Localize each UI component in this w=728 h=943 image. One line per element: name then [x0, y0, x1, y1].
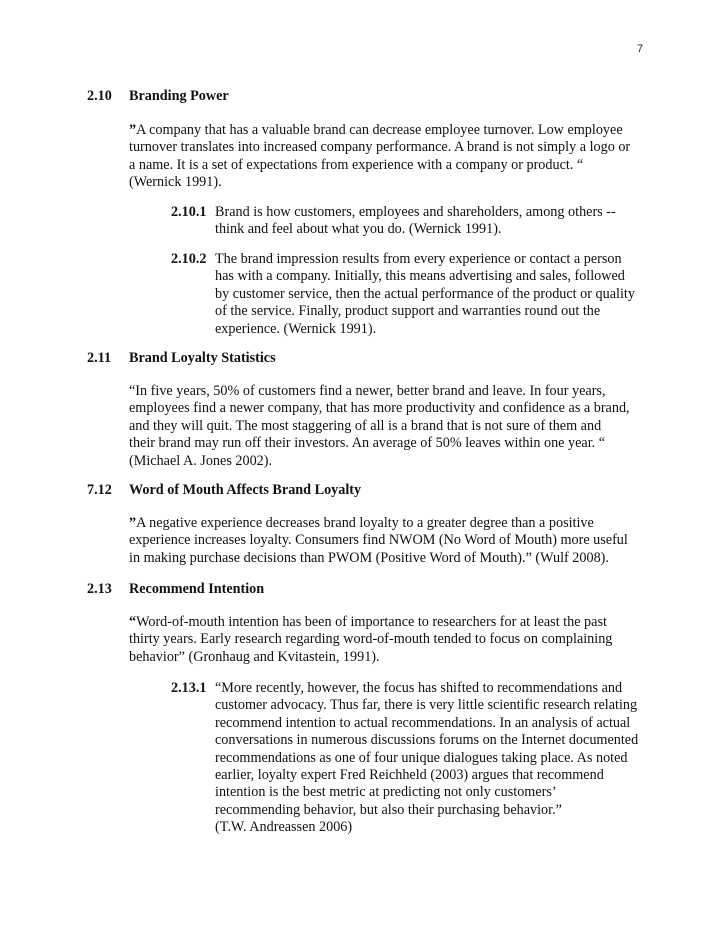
paragraph-line: turnover translates into increased company performance. A brand is not simply a logo or	[129, 139, 631, 156]
section-heading-7-12	[87, 482, 361, 499]
section-title: Branding Power	[129, 88, 229, 104]
section-paragraph-2-13	[129, 614, 649, 666]
subsection-number: 2.13.1	[171, 680, 207, 696]
paragraph-line: intention is the best metric at predicting not only customers’	[215, 784, 557, 801]
subsection-body	[215, 204, 655, 239]
section-number: 2.11	[87, 350, 112, 366]
paragraph-line: Brand is how customers, employees and shareholders, among others --	[215, 204, 616, 220]
paragraph-line: experience increases loyalty. Consumers find NWOM (No Word of Mouth) more useful	[129, 532, 628, 549]
paragraph-line: “In five years, 50% of customers find a newer, better brand and leave. In four years,	[129, 383, 606, 399]
paragraph-line: employees find a newer company, that has more productivity and confidence as a brand,	[129, 400, 630, 417]
paragraph-line: of the service. Finally, product support and warranties round out the	[215, 303, 601, 320]
paragraph-line: by customer service, then the actual performance of the product or quality	[215, 285, 635, 302]
section-heading-2-10	[87, 88, 229, 105]
paragraph-line: in making purchase decisions than PWOM (Positive Word of Mouth).” (Wulf 2008).	[129, 549, 609, 566]
paragraph-line: recommend intention to actual recommendations. In an analysis of actual	[215, 714, 631, 731]
section-heading-2-13	[87, 581, 264, 598]
section-title: Brand Loyalty Statistics	[129, 350, 276, 366]
paragraph-line: experience. (Wernick 1991).	[215, 320, 377, 337]
paragraph-line: recommendations as one of four unique dialogues taking place. As noted	[215, 749, 628, 766]
paragraph-line: thirty years. Early research regarding word-of-mouth tended to focus on complaining	[129, 631, 613, 648]
quote-mark: ”	[129, 515, 137, 531]
section-title: Word of Mouth Affects Brand Loyalty	[129, 482, 362, 498]
quote-mark: “	[129, 614, 137, 630]
paragraph-line: “More recently, however, the focus has shifted to recommendations and	[215, 680, 623, 696]
paragraph-line: think and feel about what you do. (Wernick 1991).	[215, 221, 502, 238]
paragraph-line: earlier, loyalty expert Fred Reichheld (2003) argues that recommend	[215, 767, 604, 784]
paragraph-line: ”A company that has a valuable brand can decrease employee turnover. Low employee	[129, 122, 623, 138]
section-heading-2-11	[87, 350, 276, 367]
paragraph-line: ”A negative experience decreases brand loyalty to a greater degree than a positive	[129, 515, 594, 531]
section-number: 2.13	[87, 581, 112, 597]
section-title: Recommend Intention	[129, 581, 265, 597]
section-number: 7.12	[87, 482, 112, 498]
paragraph-line: recommending behavior, but also their purchasing behavior.”	[215, 801, 562, 818]
page-number: 7	[637, 43, 644, 55]
subsection-number: 2.10.1	[171, 204, 207, 220]
subsection-number: 2.10.2	[171, 251, 207, 267]
section-paragraph-2-11	[129, 383, 649, 470]
paragraph-line: has with a company. Initially, this means advertising and sales, followed	[215, 268, 625, 285]
section-paragraph-7-12	[129, 515, 649, 567]
paragraph-line: “Word-of-mouth intention has been of importance to researchers for at least the past	[129, 614, 607, 630]
paragraph-line: a name. It is a set of expectations from experience with a company or product. “	[129, 156, 584, 173]
paragraph-line: behavior” (Gronhaug and Kvitastein, 1991).	[129, 648, 380, 665]
paragraph-line: their brand may run off their investors. An average of 50% leaves within one year. “	[129, 435, 606, 452]
paragraph-line: (Wernick 1991).	[129, 174, 222, 191]
quote-mark: ”	[129, 122, 137, 138]
paragraph-line: (Michael A. Jones 2002).	[129, 452, 273, 469]
subsection-body	[215, 680, 655, 837]
section-number: 2.10	[87, 88, 112, 104]
paragraph-line: conversations in numerous discussions forums on the Internet documented	[215, 732, 639, 749]
section-paragraph-2-10	[129, 122, 649, 192]
paragraph-line: and they will quit. The most staggering of all is a brand that is not sure of them and	[129, 417, 602, 434]
subsection-body	[215, 251, 655, 338]
paragraph-line: customer advocacy. Thus far, there is very little scientific research relating	[215, 697, 638, 714]
paragraph-line: The brand impression results from every experience or contact a person	[215, 251, 622, 267]
paragraph-line: (T.W. Andreassen 2006)	[215, 819, 353, 836]
